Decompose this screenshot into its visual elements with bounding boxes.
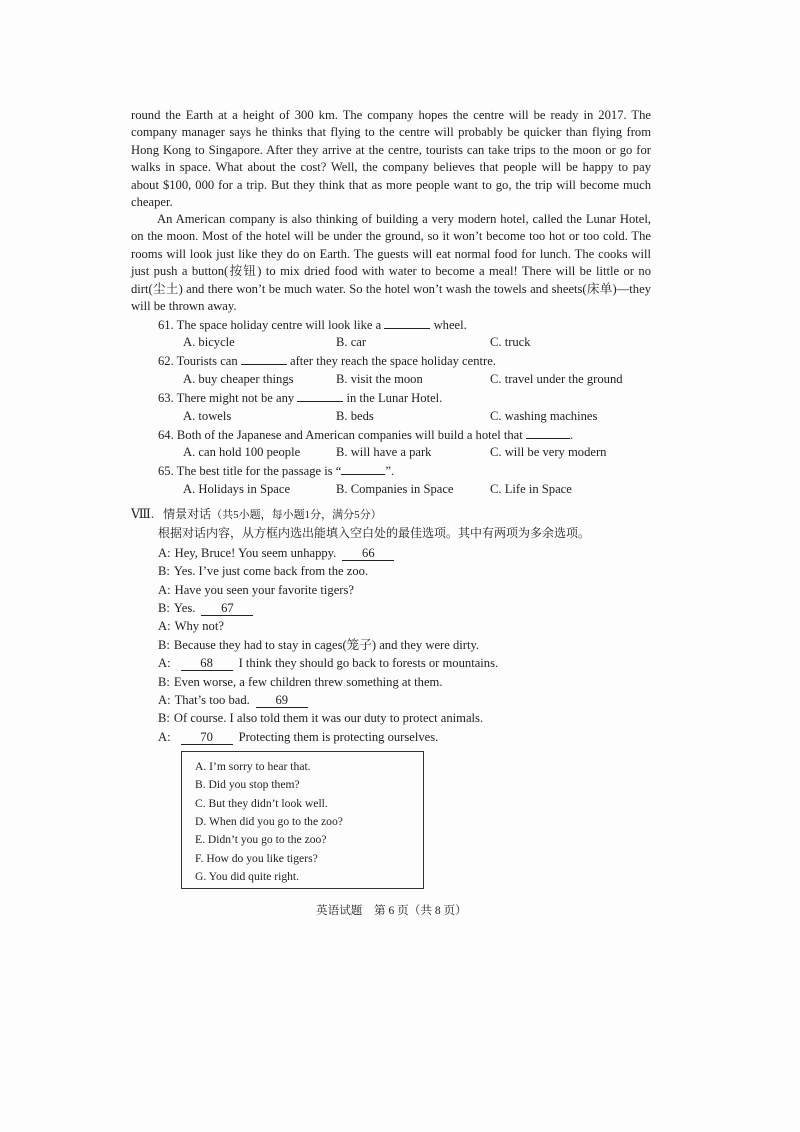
option-a: A. bicycle [183, 335, 235, 349]
section-score: （共5小题，每小题1分，满分5分） [211, 509, 382, 521]
question-64 [158, 426, 573, 443]
option-b: B. visit the moon [336, 372, 423, 386]
dialogue-line [158, 563, 368, 579]
option-c: C. will be very modern [490, 445, 607, 459]
dialogue-text: Yes. [173, 601, 196, 615]
speaker-label: A: [158, 546, 171, 560]
option-c: C. travel under the ground [490, 372, 623, 386]
option-c: C. washing machines [490, 409, 598, 423]
question-stem: 64. Both of the Japanese and American companies will build a hotel that [158, 428, 523, 442]
passage-paragraph-1: round the Earth at a height of 300 km. The company hopes the centre will be ready in 2017. The company manager says he thinks that flying to the centre will probably be quicker than flying from Hong Kong to Singapore. After they arrive at the centre, tourists can take trips to the moon or go for walks in space. What about the cost? Well, the company believes that people will be happy to pay about $100, 000 for a trip. But they think that as more people want to go, the trip will become much cheaper. [131, 108, 651, 210]
choice-item: C. But they didn’t look well. [195, 796, 328, 810]
question-stem: 63. There might not be any [158, 391, 295, 405]
passage-paragraph-2: An American company is also thinking of building a very modern hotel, called the Lunar Hotel, on the moon. Most of the hotel will be under the ground, so it won’t become too hot or too cold. The rooms will look just like they do on Earth. The guests will eat normal food for lunch. The cooks will just push a button(按钮) to mix dried food with water to become a meal! There will be little or no dirt(尘土) and there won’t be much water. So the hotel won’t wash the towels and sheets(床单)—they will be thrown away. [131, 212, 651, 314]
dialogue-text: Protecting them is protecting ourselves. [238, 730, 439, 744]
choice-item: E. Didn’t you go to the zoo? [195, 833, 327, 847]
question-61 [158, 316, 467, 333]
question-63 [158, 389, 442, 406]
dialogue-line [158, 674, 443, 690]
dialogue-line [158, 582, 354, 598]
dialogue-text: That’s too bad. [174, 693, 250, 707]
option-a: A. towels [183, 409, 232, 423]
blank-number: 67 [201, 601, 253, 616]
option-a: A. Holidays in Space [183, 482, 291, 496]
question-stem-end: in the Lunar Hotel. [346, 391, 443, 405]
answer-blank [297, 389, 343, 402]
speaker-label: B: [158, 564, 170, 578]
choice-item: A. I’m sorry to hear that. [195, 760, 311, 773]
option-c: C. truck [490, 335, 531, 349]
dialogue-text: Hey, Bruce! You seem unhappy. [174, 546, 337, 560]
speaker-label: A: [158, 619, 171, 633]
speaker-label: A: [158, 656, 171, 670]
speaker-label: B: [158, 638, 170, 652]
option-b: B. car [336, 335, 367, 349]
dialogue-line [158, 618, 224, 634]
option-a: A. can hold 100 people [183, 445, 301, 459]
choice-item: F. How do you like tigers? [195, 851, 318, 865]
section-heading [131, 506, 382, 523]
question-65 [158, 462, 394, 479]
choice-item: D. When did you go to the zoo? [195, 814, 343, 828]
choice-item: G. You did quite right. [195, 869, 300, 883]
blank-number: 66 [342, 546, 394, 561]
speaker-label: A: [158, 730, 171, 744]
dialogue-text: Yes. I’ve just come back from the zoo. [173, 564, 369, 578]
answer-blank [241, 352, 287, 365]
option-c: C. Life in Space [490, 482, 572, 496]
question-stem: 65. The best title for the passage is “ [158, 464, 342, 478]
question-stem-end: wheel. [433, 318, 467, 332]
dialogue-text: Of course. I also told them it was our duty to protect animals. [173, 711, 484, 725]
question-stem-end: ”. [385, 464, 395, 478]
answer-blank [384, 316, 430, 329]
dialogue-line [158, 729, 438, 745]
dialogue-line [158, 637, 479, 653]
question-stem: 61. The space holiday centre will look like a [158, 318, 382, 332]
dialogue-line [158, 600, 259, 616]
option-a: A. buy cheaper things [183, 372, 294, 386]
speaker-label: B: [158, 675, 170, 689]
dialogue-line [158, 710, 483, 726]
choice-box [181, 751, 424, 889]
dialogue-text: Because they had to stay in cages(笼子) and they were dirty. [173, 638, 480, 652]
blank-number: 70 [181, 730, 233, 745]
dialogue-line [158, 692, 314, 708]
dialogue-text: Have you seen your favorite tigers? [174, 583, 354, 597]
dialogue-text: Even worse, a few children threw something at them. [173, 675, 443, 689]
question-stem-end: . [569, 428, 574, 442]
dialogue-text: I think they should go back to forests or mountains. [238, 656, 499, 670]
dialogue-line [158, 655, 498, 671]
speaker-label: A: [158, 583, 171, 597]
section-instruction: 根据对话内容，从方框内选出能填入空白处的最佳选项。其中有两项为多余选项。 [158, 526, 591, 540]
option-b: B. beds [336, 409, 374, 423]
section-title: 情景对话 [163, 507, 212, 521]
option-b: B. will have a park [336, 445, 432, 459]
blank-number: 69 [256, 693, 308, 708]
question-62 [158, 352, 496, 369]
dialogue-text: Why not? [174, 619, 224, 633]
speaker-label: A: [158, 693, 171, 707]
question-stem: 62. Tourists can [158, 354, 238, 368]
page-footer: 英语试题 第 6 页（共 8 页） [316, 904, 467, 917]
question-stem-end: after they reach the space holiday centre. [290, 354, 496, 368]
answer-blank [341, 462, 385, 475]
dialogue-line [158, 545, 400, 561]
blank-number: 68 [181, 656, 233, 671]
choice-item: B. Did you stop them? [195, 778, 300, 792]
answer-blank [526, 426, 570, 439]
option-b: B. Companies in Space [336, 482, 454, 496]
section-number: Ⅷ. [131, 507, 154, 521]
speaker-label: B: [158, 601, 170, 615]
speaker-label: B: [158, 711, 170, 725]
